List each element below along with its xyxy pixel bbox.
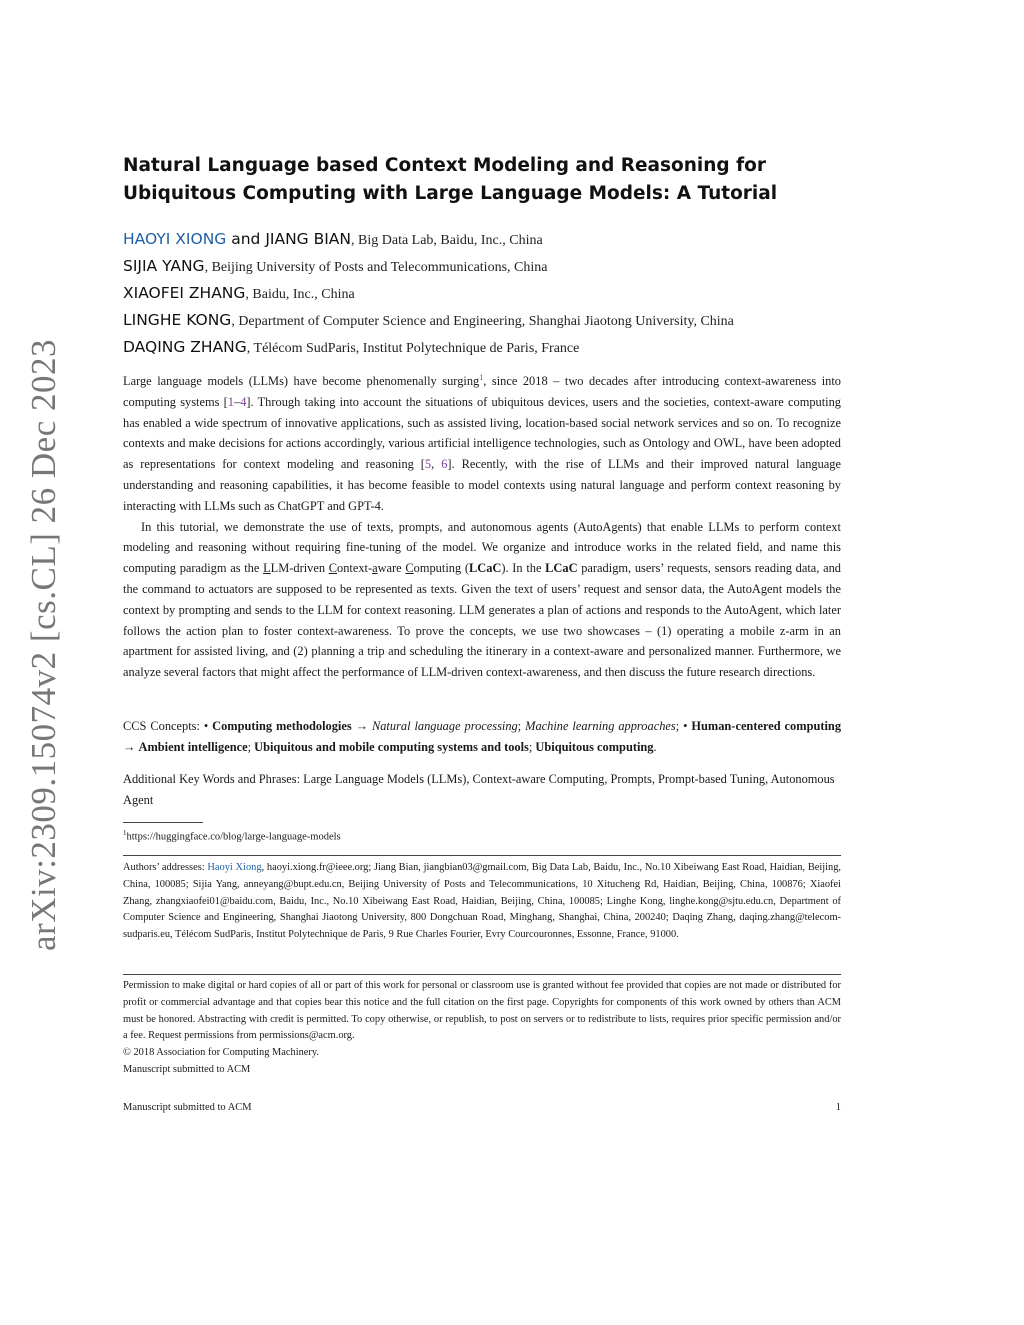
arxiv-side-stamp: arXiv:2309.15074v2 [cs.CL] 26 Dec 2023 — [24, 339, 63, 951]
footnote-ref-link[interactable]: 1 — [479, 372, 484, 382]
author-name: XIAOFEI ZHANG — [123, 284, 246, 302]
abstract — [123, 371, 841, 683]
permission-text: Permission to make digital or hard copies of all or part of this work for personal or classroom use is granted without fee provided that copies are not made or distributed for profit or commercial advantage and that copies bear this notice and the full citation on the first page. Copyrights for components of this work owned by others than ACM must be honored. Abstracting with credit is permitted. To copy otherwise, or republish, to post on servers or to redistribute to lists, requires prior specific permission and/or a fee. Request permissions from permissions@acm.org. — [123, 980, 841, 1042]
addresses-rule — [123, 855, 841, 856]
author-line-3 — [123, 280, 843, 307]
author-affiliation: , Department of Computer Science and Engineering, Shanghai Jiaotong University, China — [231, 314, 734, 329]
paper-title: Natural Language based Context Modeling and Reasoning for Ubiquitous Computing with Large Language Models: A Tutorial — [123, 155, 778, 204]
author-name: LINGHE KONG — [123, 311, 232, 329]
author-line-2 — [123, 253, 843, 280]
author-name: SIJIA YANG — [123, 257, 205, 275]
citation-link[interactable]: 1 — [227, 394, 234, 409]
author-affiliation: , Big Data Lab, Baidu, Inc., China — [351, 233, 543, 248]
citation-link[interactable]: 6 — [441, 457, 448, 472]
page-number: 1 — [835, 1102, 841, 1113]
footnote-url[interactable]: https://huggingface.co/blog/large-language-models — [126, 831, 341, 843]
author-name-link[interactable]: HAOYI XIONG — [123, 230, 227, 248]
footnote-rule — [123, 822, 203, 823]
keywords: Additional Key Words and Phrases: Large Language Models (LLMs), Context-aware Computing, Prompts, Prompt-based Tuning, Autonomous Agent — [123, 772, 835, 807]
footer-venue: Manuscript submitted to ACM — [123, 1102, 252, 1113]
author-link[interactable]: Haoyi Xiong — [207, 862, 262, 873]
author-affiliation: , Télécom SudParis, Institut Polytechnique de Paris, France — [246, 341, 580, 356]
citation-link[interactable]: 4 — [240, 394, 247, 409]
author-line-4 — [123, 307, 843, 334]
permission-notice — [123, 978, 841, 1079]
author-line-1 — [123, 226, 843, 253]
author-line-5 — [123, 334, 843, 361]
permission-rule — [123, 974, 841, 975]
footnote: $^1$https://huggingface.co/blog/large-language-models — [123, 829, 341, 843]
author-name: JIANG BIAN — [265, 230, 352, 248]
author-conjunction: and — [226, 230, 266, 248]
citation-link[interactable]: 5 — [424, 457, 432, 472]
copyright-line: © 2018 Association for Computing Machinery. — [123, 1047, 319, 1059]
author-name: DAQING ZHANG — [123, 338, 247, 356]
abstract-paragraph-1: Large language models (LLMs) have become phenomenally surging$^1$, since 2018 – two decades after introducing context-awareness into computing systems [1–4]. Through taking into account the situations of ubiquitous devices, users and the societies, context-aware computing has enabled a wide spectrum of innovative applications, such as assisted living, location-based social network services and so on. To recognize contexts and make decisions for actions accordingly, various artificial intelligence technologies, such as Ontology and OWL, have been adopted as representations for context modeling and reasoning [5, 6]. Recently, with the rise of LLMs and their improved natural language understanding and reasoning capabilities, it has become feasible to model contexts using natural language and perform context reasoning by interacting with LLMs such as ChatGPT and GPT-4. — [123, 372, 842, 513]
author-affiliation: , Beijing University of Posts and Telecommunications, China — [204, 260, 548, 275]
abstract-paragraph-2: In this tutorial, we demonstrate the use of texts, prompts, and autonomous agents (AutoAgents) that enable LLMs to perform context modeling and reasoning without requiring fine-tuning of the model. We organize and introduce works in the related field, and name this computing paradigm as the LLM-driven Context-aware Computing (LCaC). In the LCaC paradigm, users’ requests, sensors reading data, and the command to actuators are supposed to be represented as texts. Given the text of users’ request and sensor data, the AutoAgent models the context by prompting and sends to the LLM for context reasoning. LLM generates a plan of actions and responds to the AutoAgent, which later follows the action plan to foster context-awareness. To prove the concepts, we use two showcases – (1) operating a mobile z-arm in an apartment for assisted living, and (2) planning a trip and scheduling the itinerary in a context-aware and personalized manner. Furthermore, we analyze several factors that might affect the performance of LLM-driven context-awareness, and then discuss the future research directions. — [123, 519, 841, 680]
manuscript-line: Manuscript submitted to ACM — [123, 1063, 251, 1075]
author-list — [123, 226, 843, 361]
author-affiliation: , Baidu, Inc., China — [245, 287, 355, 302]
ccs-concepts: CCS Concepts: • Computing methodologies → Natural language processing; Machine learning approaches; • Human-centered computing → Ambient intelligence; Ubiquitous and mobile computing systems and tools; Ubiquitous computing. — [123, 719, 842, 754]
author-addresses: Authors’ addresses: Haoyi Xiong, haoyi.xiong.fr@ieee.org; Jiang Bian, jiangbian03@gmail.com, Big Data Lab, Baidu, Inc., No.10 Xibeiwang East Road, Haidian, Beijing, China, 100085; Sijia Yang, anneyang@bupt.edu.cn, Beijing University of Posts and Telecommunications, 10 Xitucheng Rd, Haidian, Beijing, China, 100876; Xiaofei Zhang, zhangxiaofei01@baidu.com, Baidu, Inc., No.10 Xibeiwang East Road, Haidian, Beijing, China, 100085; Linghe Kong, linghe.kong@sjtu.edu.cn, Department of Computer Science and Engineering, Shanghai Jiaotong University, 800 Dongchuan Road, Minghang, Shanghai, China, 200240; Daqing Zhang, daqing.zhang@telecom-sudparis.eu, Télécom SudParis, Institut Polytechnique de Paris, 9 Rue Charles Fourier, Evry Courcouronnes, Essonne, France, 91000. — [123, 862, 842, 941]
